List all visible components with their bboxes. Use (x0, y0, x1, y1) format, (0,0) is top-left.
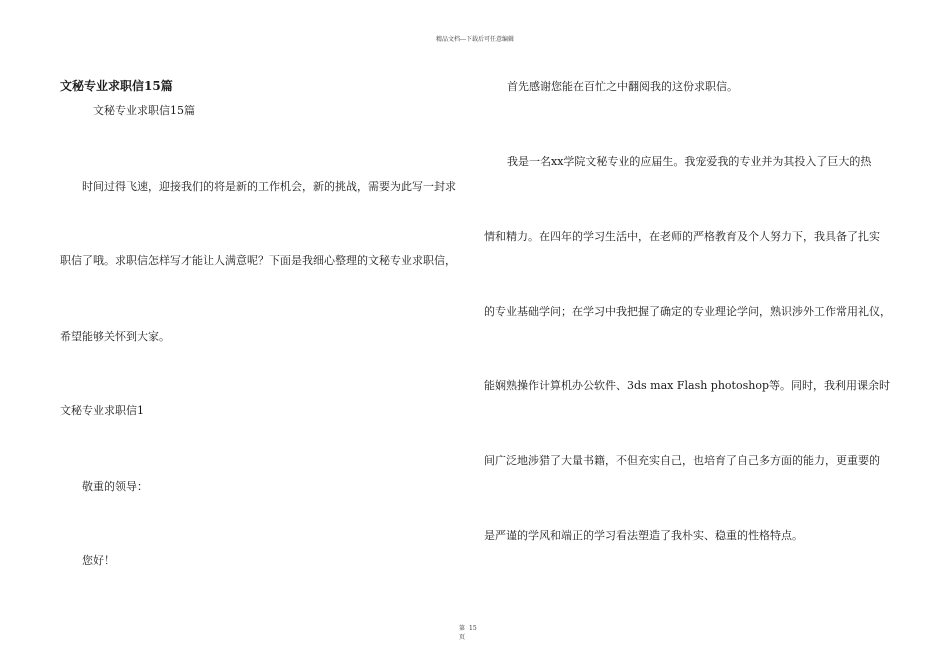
intro-line-2: 职信了哦。求职信怎样写才能让人满意呢？下面是我细心整理的文秘专业求职信， (60, 254, 456, 267)
page-indicator (459, 624, 477, 642)
header-note: 精品文档---下载后可任意编辑 (435, 36, 515, 43)
body-line-5: 能娴熟操作计算机办公软件、3ds max Flash photoshop等。同时，我利用课余时 (484, 379, 890, 392)
section-heading: 文秘专业求职信1 (60, 404, 144, 417)
page-suffix: 页 (459, 634, 466, 641)
intro-line-3: 希望能够关怀到大家。 (60, 330, 170, 343)
body-line-6: 间广泛地涉猎了大量书籍，不但充实自己，也培育了自己多方面的能力，更重要的 (484, 454, 880, 467)
intro-line-1: 时间过得飞速，迎接我们的将是新的工作机会，新的挑战，需要为此写一封求 (82, 180, 456, 193)
body-line-2: 我是一名xx学院文秘专业的应届生。我宠爱我的专业并为其投入了巨大的热 (507, 155, 872, 168)
body-line-7: 是严谨的学风和端正的学习看法塑造了我朴实、稳重的性格特点。 (484, 529, 803, 542)
document-title: 文秘专业求职信15篇 (60, 79, 173, 93)
page-number: 15 (469, 625, 477, 632)
page-prefix: 第 (459, 625, 466, 632)
body-line-1: 首先感谢您能在百忙之中翻阅我的这份求职信。 (507, 80, 738, 93)
greeting: 您好！ (82, 554, 115, 567)
document-subtitle: 文秘专业求职信15篇 (93, 104, 195, 117)
salutation: 敬重的领导： (82, 480, 148, 493)
body-line-4: 的专业基础学问；在学习中我把握了确定的专业理论学问，熟识涉外工作常用礼仪， (484, 305, 891, 318)
body-line-3: 情和精力。在四年的学习生活中，在老师的严格教育及个人努力下，我具备了扎实 (484, 230, 880, 243)
